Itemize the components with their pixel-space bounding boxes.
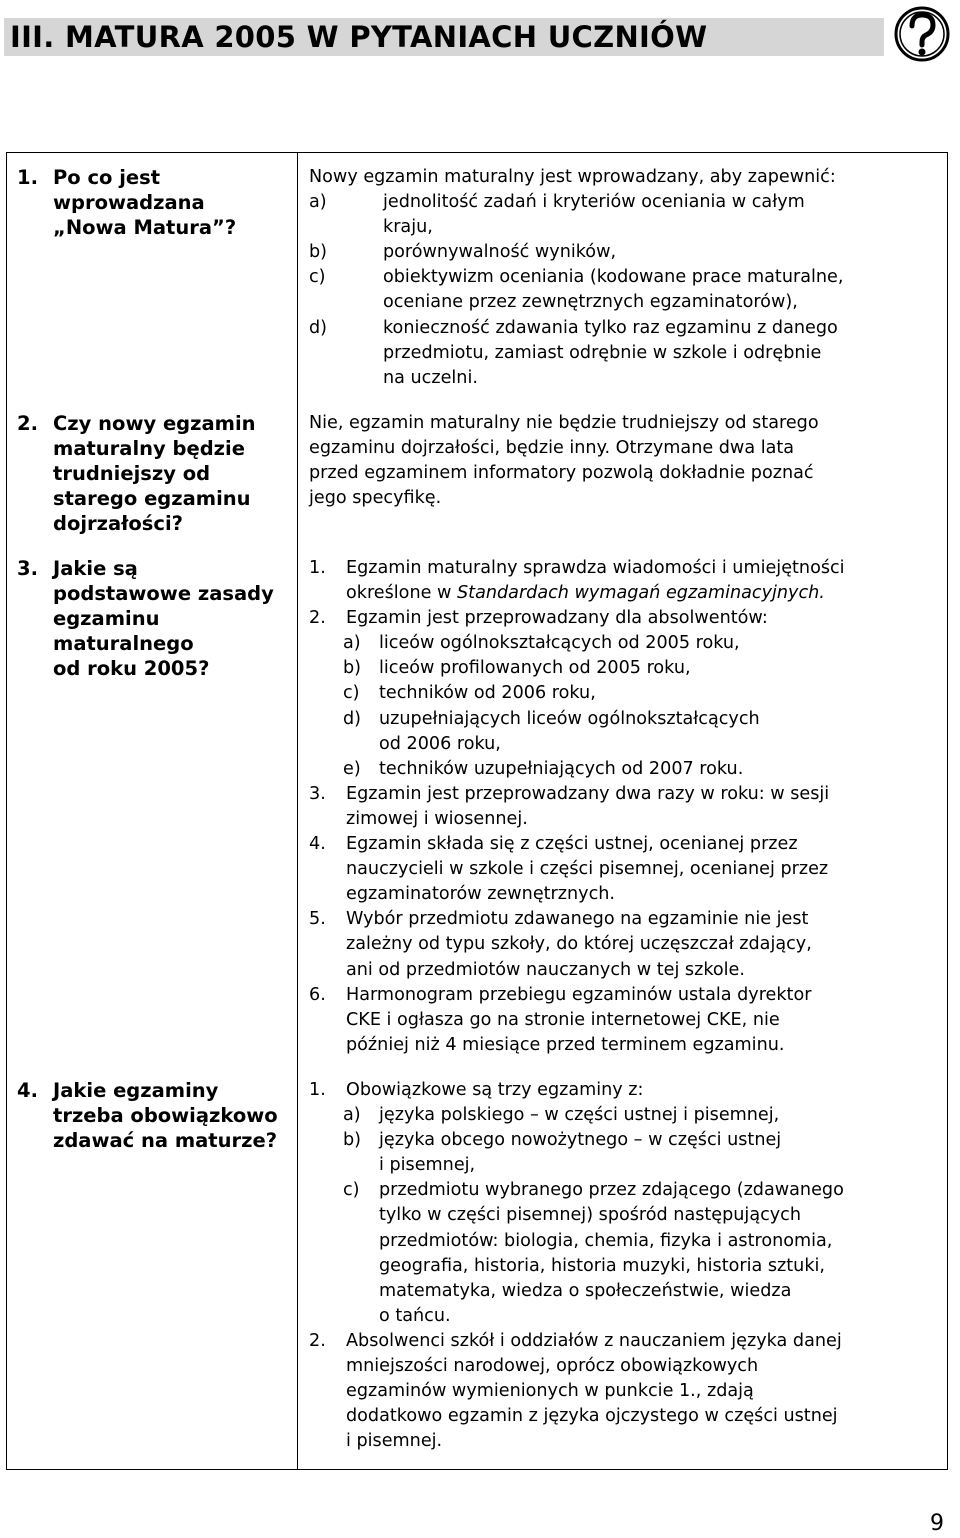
point-label: 2. — [309, 1330, 326, 1351]
point-label: 1. — [309, 1080, 326, 1100]
question-line: Jakie egzaminy — [53, 1079, 219, 1102]
point-label: 2. — [309, 608, 326, 629]
subitem-label: e) — [343, 758, 361, 779]
question-number: 1. — [17, 166, 38, 189]
subitem-text: tylko w części pisemnej) spośród następujących — [379, 1205, 802, 1226]
subitem-label: a) — [343, 1105, 361, 1126]
page-number: 9 — [930, 1511, 944, 1536]
answer-line: egzaminu dojrzałości, będzie inny. Otrzymane dwa lata — [309, 438, 795, 459]
answer-subitem — [309, 656, 939, 681]
answer-subitem-continuation — [309, 1229, 939, 1254]
subitem-text: przedmiotów: biologia, chemia, fizyka i astronomia, — [379, 1230, 833, 1251]
question-line: trudniejszy od — [53, 462, 211, 485]
answer-subitem-continuation — [309, 1203, 939, 1228]
subitem-text: od 2006 roku, — [379, 733, 501, 754]
answer-point-continuation — [309, 1008, 939, 1033]
point-label: 5. — [309, 909, 326, 930]
answer-subitem — [309, 1178, 939, 1203]
answer-subitem-continuation — [309, 1279, 939, 1304]
answer-point-continuation — [309, 857, 939, 882]
subitem-text: techników od 2006 roku, — [379, 683, 596, 704]
point-text: dodatkowo egzamin z języka ojczystego w części ustnej — [346, 1406, 838, 1427]
point-text: Egzamin jest przeprowadzany dwa razy w roku: w sesji — [346, 783, 830, 804]
question-line: egzaminu — [53, 607, 160, 630]
answer-subitem-continuation — [309, 1153, 939, 1178]
point-text: mniejszości narodowej, oprócz obowiązkowych — [346, 1356, 759, 1377]
point-text: egzaminatorów zewnętrznych. — [346, 884, 615, 905]
answer-point-continuation — [309, 1429, 939, 1454]
point-text: zależny od typu szkoły, do której uczęszczał zdający, — [346, 934, 812, 955]
question-line: Czy nowy egzamin — [53, 412, 256, 435]
answer-line: przed egzaminem informatory pozwolą dokładnie poznać — [309, 463, 814, 484]
subitem-text: przedmiotu wybranego przez zdającego (zdawanego — [379, 1180, 844, 1201]
subitem-label: c) — [343, 683, 360, 704]
point-text: i pisemnej. — [346, 1431, 443, 1452]
answer-subitem-continuation — [309, 732, 939, 757]
answer-item — [309, 265, 939, 290]
column-divider — [297, 153, 298, 1469]
answer-item-continuation — [309, 366, 939, 391]
subitem-text: liceów ogólnokształcących od 2005 roku, — [379, 633, 740, 654]
answer-point-continuation — [309, 581, 939, 606]
subitem-label: b) — [343, 1130, 362, 1151]
point-text-prefix: określone w — [346, 583, 457, 604]
subitem-text: geografia, historia, historia muzyki, historia sztuki, — [379, 1255, 825, 1276]
question-line: od roku 2005? — [53, 657, 210, 680]
standards-title: Standardach wymagań egzaminacyjnych. — [457, 583, 825, 604]
answer-point — [309, 1078, 939, 1103]
answer-item — [309, 190, 939, 215]
subitem-text: i pisemnej, — [379, 1155, 476, 1176]
subitem-label: b) — [343, 658, 362, 679]
answer-point — [309, 606, 939, 631]
question-number: 4. — [17, 1079, 38, 1102]
item-text: oceniane przez zewnętrznych egzaminatorów), — [383, 292, 798, 313]
question-line: starego egzaminu — [53, 487, 251, 510]
point-text: CKE i ogłasza go na stronie internetowej CKE, nie — [346, 1009, 780, 1030]
item-text: jednolitość zadań i kryteriów oceniania w całym — [383, 192, 805, 213]
answer-intro: Nowy egzamin maturalny jest wprowadzany, aby zapewnić: — [309, 167, 836, 187]
question-line: maturalny będzie — [53, 437, 245, 460]
answer-line: jego specyfikę. — [309, 488, 442, 509]
point-text: Absolwenci szkół i oddziałów z nauczaniem języka danej — [346, 1330, 842, 1351]
answer-point-continuation — [309, 882, 939, 907]
answer-subitem-continuation — [309, 1304, 939, 1329]
subitem-text: uzupełniających liceów ogólnokształcących — [379, 708, 760, 729]
answer-point-continuation — [309, 1379, 939, 1404]
item-text: przedmiotu, zamiast odrębnie w szkole i odrębnie — [383, 342, 822, 363]
subitem-text: języka polskiego – w części ustnej i pisemnej, — [379, 1105, 780, 1126]
point-text: egzaminów wymienionych w punkcie 1., zdają — [346, 1381, 754, 1402]
question-line: wprowadzana — [53, 191, 205, 214]
point-text: Egzamin składa się z części ustnej, ocenianej przez — [346, 834, 798, 855]
point-text: Obowiązkowe są trzy egzaminy z: — [346, 1080, 644, 1100]
subitem-text: o tańcu. — [379, 1305, 451, 1326]
answer-1 — [309, 165, 939, 391]
item-text: na uczelni. — [383, 367, 478, 388]
question-line: trzeba obowiązkowo — [53, 1104, 278, 1127]
point-text: Egzamin jest przeprowadzany dla absolwentów: — [346, 608, 768, 629]
answer-item-continuation — [309, 215, 939, 240]
question-line: zdawać na maturze? — [53, 1129, 278, 1152]
point-label: 3. — [309, 783, 326, 804]
question-number: 3. — [17, 557, 38, 580]
answer-subitem — [309, 1103, 939, 1128]
point-text: nauczycieli w szkole i części pisemnej, ocenianej przez — [346, 859, 829, 880]
subitem-text: techników uzupełniających od 2007 roku. — [379, 758, 744, 779]
point-text: Wybór przedmiotu zdawanego na egzaminie nie jest — [346, 909, 809, 930]
answer-3 — [309, 556, 939, 1058]
point-text: później niż 4 miesiące przed terminem egzaminu. — [346, 1034, 785, 1055]
point-text — [346, 581, 825, 606]
question-line: „Nowa Matura”? — [53, 216, 237, 239]
answer-point — [309, 1329, 939, 1354]
subitem-label: a) — [343, 633, 361, 654]
page-header — [0, 0, 960, 70]
answer-subitem — [309, 707, 939, 732]
answer-point — [309, 832, 939, 857]
answer-point-continuation — [309, 1404, 939, 1429]
point-text: ani od przedmiotów nauczanych w tej szkole. — [346, 959, 745, 980]
point-label: 6. — [309, 984, 326, 1005]
question-line: Po co jest — [53, 166, 161, 189]
question-text — [53, 1078, 298, 1153]
subitem-label: d) — [343, 708, 362, 729]
answer-subitem — [309, 1128, 939, 1153]
question-line: Jakie są — [53, 557, 138, 580]
answer-point-continuation — [309, 932, 939, 957]
point-text: zimowej i wiosennej. — [346, 808, 528, 829]
answer-subitem — [309, 631, 939, 656]
answer-subitem — [309, 681, 939, 706]
subitem-text: liceów profilowanych od 2005 roku, — [379, 658, 691, 679]
answer-item-continuation — [309, 290, 939, 315]
answer-2 — [309, 411, 939, 511]
item-label: c) — [309, 267, 326, 288]
item-label: d) — [309, 317, 328, 338]
question-line: maturalnego — [53, 632, 194, 655]
point-text: Harmonogram przebiegu egzaminów ustala dyrektor — [346, 984, 812, 1005]
answer-point-continuation — [309, 1033, 939, 1058]
question-number: 2. — [17, 412, 38, 435]
point-label: 4. — [309, 834, 326, 855]
section-title: III. MATURA 2005 W PYTANIACH UCZNIÓW — [4, 18, 884, 56]
item-text: obiektywizm oceniania (kodowane prace maturalne, — [383, 267, 844, 288]
answer-item-continuation — [309, 341, 939, 366]
point-text: Egzamin maturalny sprawdza wiadomości i umiejętności — [346, 558, 845, 578]
answer-subitem — [309, 757, 939, 782]
point-label: 1. — [309, 558, 326, 578]
question-mark-in-circle-icon — [882, 2, 956, 68]
item-text: porównywalność wyników, — [383, 242, 617, 263]
answer-point — [309, 556, 939, 581]
question-line: podstawowe zasady — [53, 582, 274, 605]
subitem-text: matematyka, wiedza o społeczeństwie, wiedza — [379, 1280, 792, 1301]
answer-subitem-continuation — [309, 1254, 939, 1279]
answer-point-continuation — [309, 958, 939, 983]
question-text — [53, 165, 298, 240]
answer-point — [309, 907, 939, 932]
qa-table — [6, 152, 948, 1470]
item-text: kraju, — [383, 217, 433, 238]
item-label: a) — [309, 192, 327, 213]
answer-item — [309, 316, 939, 341]
subitem-text: języka obcego nowożytnego – w części ustnej — [379, 1130, 782, 1151]
answer-line: Nie, egzamin maturalny nie będzie trudniejszy od starego — [309, 413, 819, 433]
answer-item — [309, 240, 939, 265]
answer-point-continuation — [309, 807, 939, 832]
answer-4 — [309, 1078, 939, 1454]
answer-point — [309, 983, 939, 1008]
item-text: konieczność zdawania tylko raz egzaminu z danego — [383, 317, 838, 338]
question-text — [53, 556, 298, 681]
answer-point-continuation — [309, 1354, 939, 1379]
answer-point — [309, 782, 939, 807]
subitem-label: c) — [343, 1180, 360, 1201]
question-line: dojrzałości? — [53, 512, 183, 535]
item-label: b) — [309, 242, 328, 263]
question-text — [53, 411, 298, 536]
